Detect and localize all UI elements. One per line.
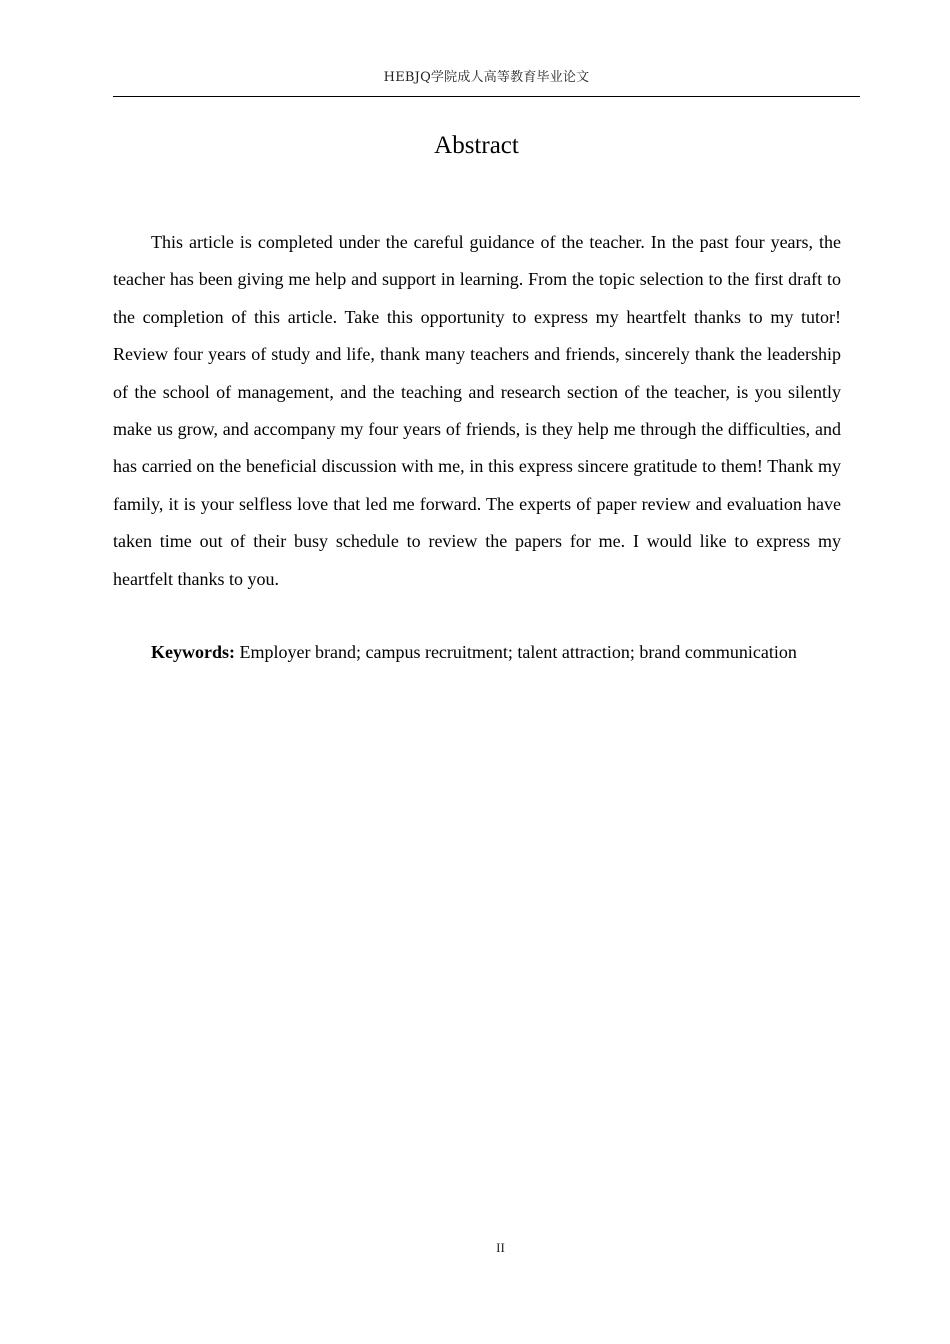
keywords-label: Keywords: [151,642,235,662]
keywords-line [113,634,873,671]
abstract-title: Abstract [434,132,519,159]
abstract-body: This article is completed under the careful guidance of the teacher. In the past four years, the teacher has been giving me help and support in learning. From the topic selection to the first draft to the completion of this article. Take this opportunity to express my heartfelt thanks to my tutor! Review four years of study and life, thank many teachers and friends, sincerely thank the leadership of the school of management, and the teaching and research section of the teacher, is you silently make us grow, and accompany my four years of friends, is they help me through the difficulties, and has carried on the beneficial discussion with me, in this express sincere gratitude to them! Thank my family, it is your selfless love that led me forward. The experts of paper review and evaluation have taken time out of their busy schedule to review the papers for me. I would like to express my heartfelt thanks to you. [113,232,841,589]
page-number: II [496,1240,505,1255]
keywords-text: Employer brand; campus recruitment; talent attraction; brand communication [235,642,797,662]
running-header: HEBJQ学院成人高等教育毕业论文 [383,70,590,85]
header-divider [113,96,860,97]
